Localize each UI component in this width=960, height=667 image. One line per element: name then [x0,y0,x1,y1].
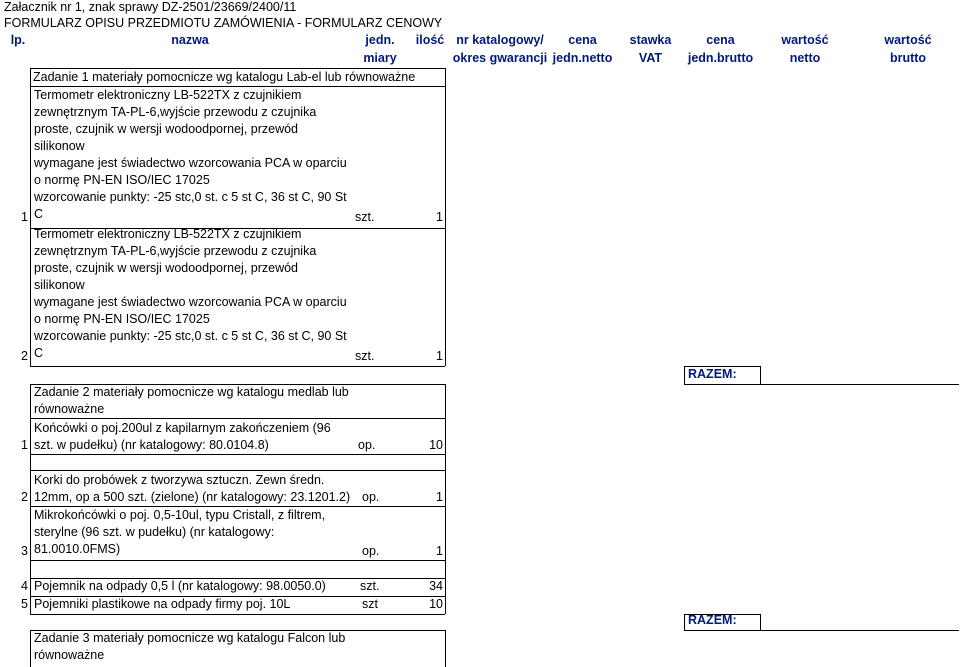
item-lp: 2 [21,349,28,363]
item-unit: szt. [355,210,375,224]
section-1-total-label: RAZEM: [688,367,737,381]
item-qty: 10 [429,597,443,611]
header-ilosc: ilość [415,33,445,47]
item-lp: 4 [21,579,28,593]
header-wartosc-netto-2: netto [789,51,821,65]
attachment-title: Załacznik nr 1, znak sprawy DZ-2501/23669/2400/11 [4,0,297,14]
header-wartosc-brutto-1: wartość [884,33,932,47]
header-wartosc-netto-1: wartość [781,33,829,47]
header-vat-1: stawka [629,33,672,47]
form-title: FORMULARZ OPISU PRZEDMIOTU ZAMÓWIENIA - FORMULARZ CENOWY [4,16,443,30]
item-lp: 3 [21,544,28,558]
header-jedn-1: jedn. [365,33,395,47]
item-unit: szt. [360,579,380,593]
section-3-title: Zadanie 3 materiały pomocnicze wg katalogu Falcon lub równoważne [34,631,346,662]
item-qty: 1 [436,210,443,224]
header-nazwa: nazwa [171,33,209,47]
section-2-title: Zadanie 2 materiały pomocnicze wg katalogu medlab lub równoważne [34,385,349,416]
item-description: Końcówki o poj.200ul z kapilarnym zakończeniem (96 szt. w pudełku) (nr katalogowy: 80.0104.8) [34,421,331,452]
item-unit: op. [362,490,380,504]
item-description: Termometr elektroniczny LB-522TX z czujnikiem zewnętrznym TA-PL-6,wyjście przewodu z czujnika proste, czujnik w wersji wodoodpornej, przewód silikonow wymagane jest świadectwo wzorcowania PCA w oparciu o normę PN-EN ISO/IEC 17025 wzorcowanie punkty: -25 stc,0 st. c 5 st C, 36 st C, 90 St C [34,227,347,360]
item-description: Mikrokońcówki o poj. 0,5-10ul, typu Cristall, z filtrem, sterylne (96 szt. w pudełku) (nr katalogowy: 81.0010.0FMS) [34,508,326,556]
item-lp: 1 [21,210,28,224]
item-description: Pojemniki plastikowe na odpady firmy poj. 10L [34,597,291,611]
item-qty: 1 [436,490,443,504]
section-2-total-label: RAZEM: [688,613,737,627]
item-qty: 34 [429,579,443,593]
header-wartosc-brutto-2: brutto [889,51,927,65]
item-lp: 2 [21,490,28,504]
item-qty: 10 [429,438,443,452]
header-cena-brutto-1: cena [706,33,735,47]
item-qty: 1 [436,349,443,363]
header-nrkat-2: okres gwarancji [452,51,548,65]
item-description: Termometr elektroniczny LB-522TX z czujnikiem zewnętrznym TA-PL-6,wyjście przewodu z czujnika proste, czujnik w wersji wodoodpornej, przewód silikonow wymagane jest świadectwo wzorcowania PCA w oparciu o normę PN-EN ISO/IEC 17025 wzorcowanie punkty: -25 stc,0 st. c 5 st C, 36 st C, 90 St C [34,88,347,221]
header-cena-netto-2: jedn.netto [552,51,613,65]
header-cena-netto-1: cena [568,33,597,47]
item-description: Pojemnik na odpady 0,5 l (nr katalogowy: 98.0050.0) [34,579,326,593]
item-unit: op. [362,544,380,558]
header-nrkat-1: nr katalogowy/ [456,33,544,47]
item-lp: 5 [21,597,28,611]
item-qty: 1 [436,544,443,558]
header-lp: lp. [10,33,26,47]
item-unit: op. [358,438,376,452]
header-jedn-2: miary [363,51,397,65]
item-lp: 1 [21,438,28,452]
section-1-title: Zadanie 1 materiały pomocnicze wg katalogu Lab-el lub równoważne [33,70,416,84]
header-vat-2: VAT [638,51,663,65]
header-cena-brutto-2: jedn.brutto [687,51,754,65]
item-unit: szt [362,597,378,611]
item-unit: szt. [355,349,375,363]
item-description: Korki do probówek z tworzywa sztuczn. Zewn średn. 12mm, op a 500 szt. (zielone) (nr katalogowy: 23.1201.2) [34,473,351,504]
